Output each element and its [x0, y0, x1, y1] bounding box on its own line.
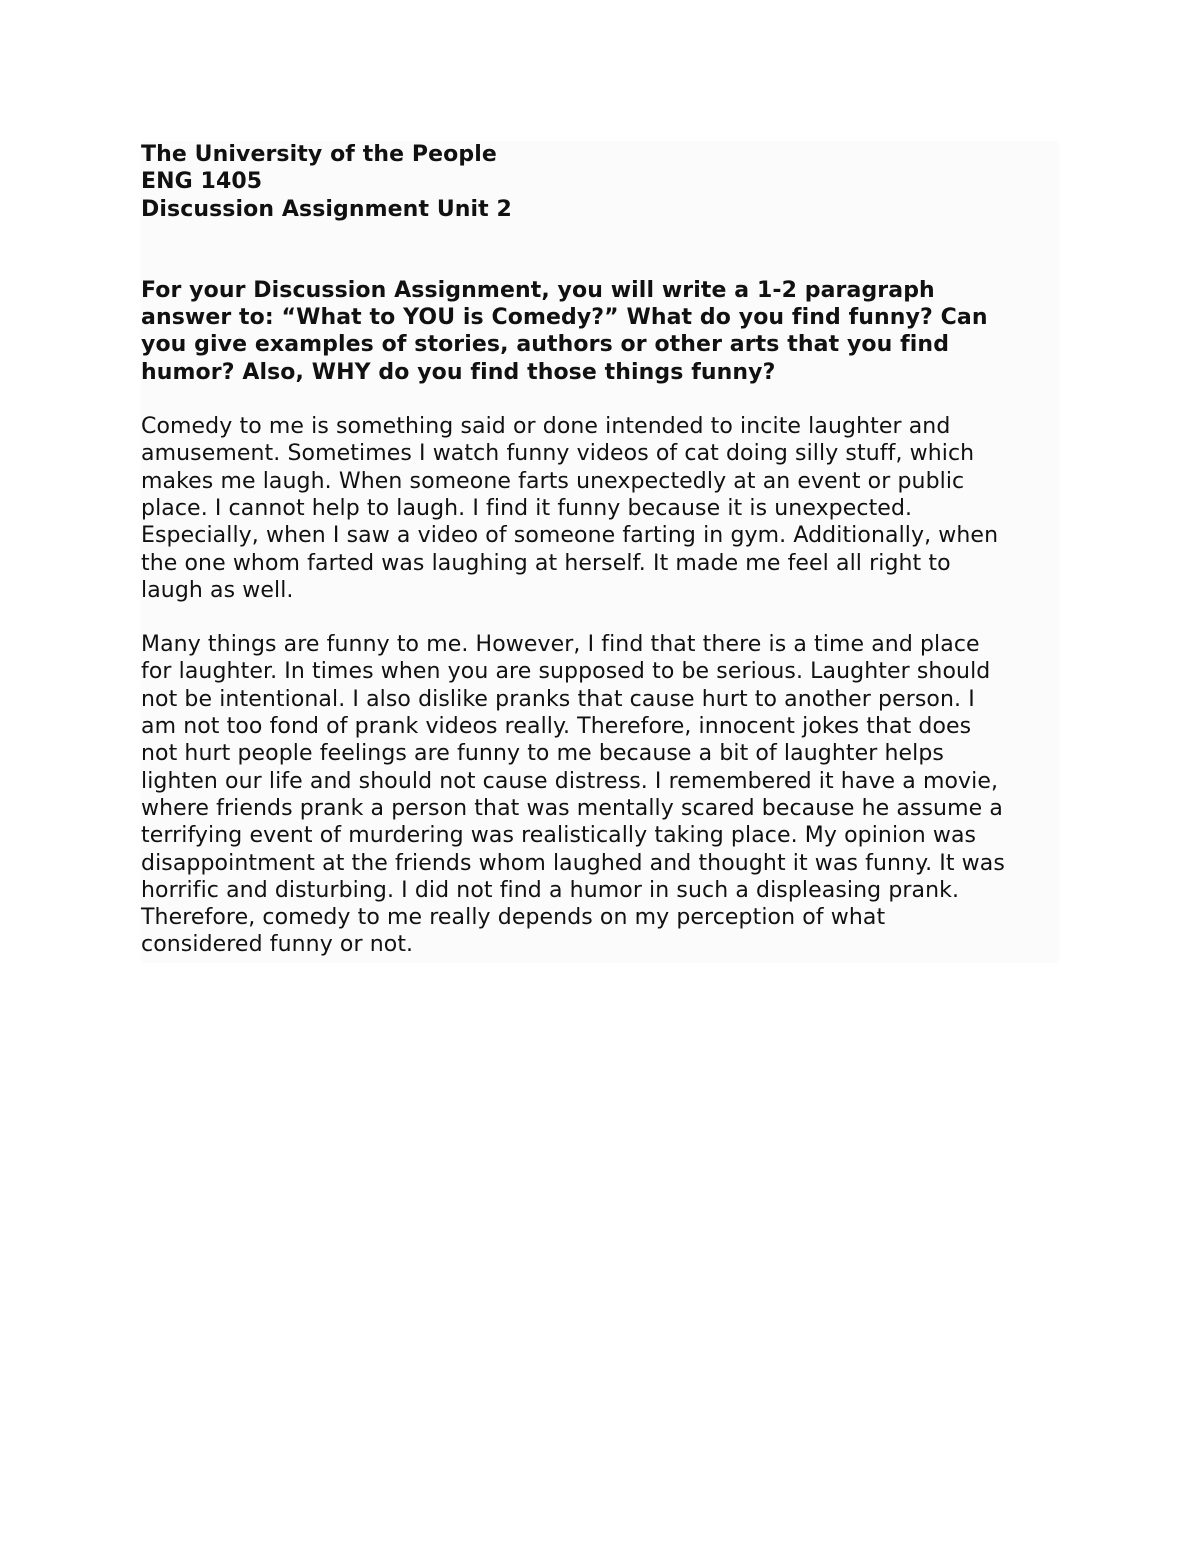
answer-paragraph-1: [141, 413, 1059, 608]
assignment-prompt: [141, 277, 1059, 386]
paragraph-line: Therefore, comedy to me really depends on my perception of what: [141, 905, 886, 931]
course-code: ENG 1405: [141, 169, 263, 195]
paragraph-line: terrifying event of murdering was realistically taking place. My opinion was: [141, 823, 977, 849]
paragraph-line: place. I cannot help to laugh. I find it funny because it is unexpected.: [141, 495, 913, 521]
prompt-line: humor? Also, WHY do you find those things funny?: [141, 359, 776, 385]
paragraph-line: the one whom farted was laughing at herself. It made me feel all right to: [141, 550, 951, 576]
header-spacer: [141, 223, 1059, 277]
paragraph-line: not be intentional. I also dislike pranks that cause hurt to another person. I: [141, 686, 975, 712]
paragraph-line: for laughter. In times when you are supposed to be serious. Laughter should: [141, 659, 991, 685]
paragraph-line: Many things are funny to me. However, I find that there is a time and place: [141, 632, 980, 658]
paragraph-line: makes me laugh. When someone farts unexpectedly at an event or public: [141, 468, 965, 494]
paragraph-gap: [141, 386, 1059, 413]
paragraph-line: Especially, when I saw a video of someone farting in gym. Additionally, when: [141, 523, 999, 549]
paragraph-line: disappointment at the friends whom laughed and thought it was funny. It was: [141, 850, 1005, 876]
paragraph-line: where friends prank a person that was mentally scared because he assume a: [141, 795, 1003, 821]
prompt-line: answer to: “What to YOU is Comedy?” What do you find funny? Can: [141, 305, 988, 331]
answer-paragraph-2: [141, 631, 1059, 963]
prompt-line: you give examples of stories, authors or other arts that you find: [141, 332, 950, 358]
paragraph-line: considered funny or not.: [141, 932, 414, 958]
paragraph-line: Comedy to me is something said or done intended to incite laughter and: [141, 414, 951, 440]
paragraph-line: horrific and disturbing. I did not find a humor in such a displeasing prank.: [141, 877, 960, 903]
paragraph-line: laugh as well.: [141, 577, 294, 603]
prompt-line: For your Discussion Assignment, you will write a 1-2 paragraph: [141, 277, 935, 303]
paragraph-line: amusement. Sometimes I watch funny videos of cat doing silly stuff, which: [141, 441, 975, 467]
paragraph-line: am not too fond of prank videos really. Therefore, innocent jokes that does: [141, 714, 972, 740]
document-header: [141, 141, 1059, 223]
assignment-title: Discussion Assignment Unit 2: [141, 196, 512, 222]
paragraph-gap: [141, 608, 1059, 631]
paragraph-line: lighten our life and should not cause distress. I remembered it have a movie,: [141, 768, 999, 794]
document-body: [141, 141, 1059, 963]
institution-name: The University of the People: [141, 142, 497, 167]
paragraph-line: not hurt people feelings are funny to me because a bit of laughter helps: [141, 741, 944, 767]
